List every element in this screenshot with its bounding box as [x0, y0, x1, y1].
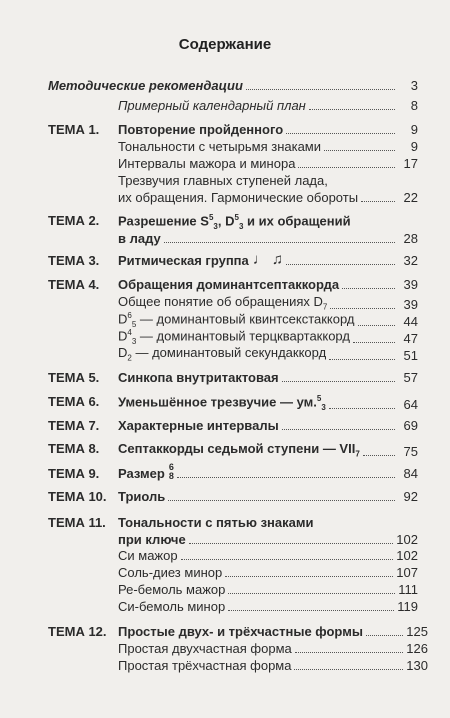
theme-number: ТЕМА 8. — [48, 441, 100, 456]
toc-page-number: 51 — [403, 347, 418, 363]
toc-entry-label: в ладу — [118, 231, 161, 246]
leader-dots — [246, 88, 395, 90]
toc-page-number: 130 — [406, 658, 428, 673]
toc-entry-methodical[interactable] — [48, 78, 418, 93]
toc-entry-label-line1: Разрешение $S^5_3$, $D^5_3$ и их обращений — [118, 213, 351, 231]
toc-page-number: 47 — [403, 330, 418, 346]
toc-entry-theme-8[interactable] — [118, 441, 418, 459]
toc-entry-label: Интервалы мажора и минора — [118, 156, 296, 171]
toc-page-number: 44 — [403, 313, 418, 329]
theme-number: ТЕМА 7. — [48, 418, 100, 433]
toc-entry-label: Синкопа внутритактовая — [118, 370, 279, 385]
toc-entry-label: Примерный календарный план — [118, 98, 306, 113]
leader-dots — [282, 380, 395, 382]
toc-entry-label: при ключе — [118, 532, 186, 547]
toc-page-number: 9 — [410, 139, 418, 154]
toc-page-number: 8 — [410, 98, 418, 113]
toc-entry-label: Триоль — [118, 489, 166, 504]
theme-number: ТЕМА 11. — [48, 515, 106, 530]
leader-dots — [366, 634, 403, 636]
toc-page-number: 39 — [403, 277, 418, 292]
toc-entry-label: Повторение пройденного — [118, 122, 284, 137]
toc-subentry[interactable] — [118, 582, 418, 597]
leader-dots — [282, 428, 395, 430]
toc-entry-label: Тональности с четырьмя знаками — [118, 139, 322, 154]
leader-dots — [309, 108, 395, 110]
toc-entry-theme-1[interactable] — [118, 122, 418, 137]
theme-number: ТЕМА 3. — [48, 253, 100, 268]
toc-entry-label: Размер — [118, 466, 165, 481]
toc-subentry[interactable] — [118, 139, 418, 154]
toc-entry-theme-4[interactable] — [118, 277, 418, 292]
toc-entry-label: Ре-бемоль мажор — [118, 582, 226, 597]
theme-number: ТЕМА 5. — [48, 370, 100, 385]
leader-dots — [286, 263, 395, 265]
page-title: Содержание — [178, 36, 272, 53]
toc-entry-label: их обращения. Гармонические обороты — [118, 190, 359, 205]
toc-entry-label: Си мажор — [118, 548, 178, 563]
toc-entry-theme-11[interactable] — [118, 532, 418, 547]
toc-page-number: 64 — [403, 396, 418, 412]
toc-entry-label: Ритмическая группа — [118, 253, 249, 268]
toc-page-number: 125 — [406, 624, 428, 639]
leader-dots — [329, 407, 395, 409]
toc-page-number: 28 — [403, 231, 418, 246]
leader-dots — [298, 166, 395, 168]
toc-entry-label: Уменьшённое трезвучие — ум.$^5_3$ — [118, 394, 326, 412]
toc-subentry[interactable] — [118, 190, 418, 205]
theme-number: ТЕМА 1. — [48, 122, 100, 137]
toc-page-number: 3 — [410, 78, 418, 93]
leader-dots — [358, 324, 395, 326]
toc-entry-label: $D_2$ — доминантовый секундаккорд — [118, 345, 327, 363]
toc-entry-label: Соль-диез минор — [118, 565, 223, 580]
toc-subentry[interactable] — [118, 294, 418, 312]
toc-page-number: 84 — [403, 466, 418, 481]
leader-dots — [361, 200, 395, 202]
toc-entry-theme-10[interactable] — [118, 489, 418, 504]
leader-dots — [342, 287, 395, 289]
leader-dots — [228, 609, 394, 611]
leader-dots — [189, 542, 394, 544]
toc-entry-theme-3[interactable] — [118, 251, 418, 268]
toc-page-number: 9 — [410, 122, 418, 137]
toc-entry-label: Простая трёхчастная форма — [118, 658, 292, 673]
toc-entry-label: Септаккорды седьмой ступени — $VII_7$ — [118, 441, 360, 459]
theme-number: ТЕМА 12. — [48, 624, 107, 639]
leader-dots — [164, 241, 395, 243]
toc-entry-theme-9[interactable] — [118, 463, 418, 481]
leader-dots — [363, 454, 395, 456]
toc-page-number: 32 — [403, 253, 418, 268]
toc-page-number: 107 — [396, 565, 418, 580]
toc-entry-label: $D^4_3$ — доминантовый терцквартаккорд — [118, 328, 350, 346]
toc-page-number: 75 — [403, 443, 418, 459]
toc-entry-label: Обращения доминантсептаккорда — [118, 277, 340, 292]
toc-entry-theme-7[interactable] — [118, 418, 418, 433]
toc-entry-label: $D^6_5$ — доминантовый квинтсекстаккорд — [118, 311, 355, 329]
leader-dots — [225, 575, 393, 577]
leader-dots — [286, 132, 395, 134]
toc-entry-theme-12[interactable] — [118, 624, 428, 639]
leader-dots — [329, 358, 395, 360]
toc-page-number: 57 — [403, 370, 418, 385]
toc-page-number: 69 — [403, 418, 418, 433]
theme-number: ТЕМА 2. — [48, 213, 100, 228]
leader-dots — [324, 149, 395, 151]
theme-number: ТЕМА 9. — [48, 466, 100, 481]
leader-dots — [177, 476, 395, 478]
toc-entry-calendar[interactable] — [118, 98, 418, 113]
toc-page-number: 126 — [406, 641, 428, 656]
theme-number: ТЕМА 10. — [48, 489, 107, 504]
leader-dots — [168, 499, 395, 501]
toc-subentry-line1: Трезвучия главных ступеней лада, — [118, 173, 328, 188]
toc-page-number: 17 — [403, 156, 418, 171]
toc-page-number: 22 — [403, 190, 418, 205]
toc-entry-label: Простые двух- и трёхчастные формы — [118, 624, 363, 639]
theme-number: ТЕМА 4. — [48, 277, 100, 292]
toc-page-number: 92 — [403, 489, 418, 504]
leader-dots — [181, 558, 394, 560]
toc-entry-label: Си-бемоль минор — [118, 599, 226, 614]
toc-entry-label-line1: Тональности с пятью знаками — [118, 515, 314, 530]
toc-entry-theme-2[interactable] — [118, 231, 418, 246]
toc-page-number: 39 — [403, 296, 418, 312]
toc-subentry[interactable] — [118, 311, 418, 329]
leader-dots — [294, 668, 403, 670]
leader-dots — [228, 592, 395, 594]
toc-entry-label: Общее понятие об обращениях $D_7$ — [118, 294, 328, 312]
toc-subentry[interactable] — [118, 565, 418, 580]
music-note-icon: ♩ ♫ — [252, 251, 284, 268]
toc-page-number: 102 — [396, 548, 418, 563]
toc-subentry[interactable] — [118, 328, 418, 346]
toc-entry-label: Простая двухчастная форма — [118, 641, 292, 656]
toc-entry-theme-5[interactable] — [118, 370, 418, 385]
leader-dots — [295, 651, 404, 653]
toc-page-number: 111 — [398, 582, 418, 597]
toc-entry-theme-6[interactable] — [118, 394, 418, 412]
toc-subentry[interactable] — [118, 641, 428, 656]
time-signature: 6 8 — [168, 462, 174, 481]
toc-subentry[interactable] — [118, 345, 418, 363]
toc-subentry[interactable] — [118, 548, 418, 563]
toc-page-number: 102 — [396, 532, 418, 547]
toc-subentry[interactable] — [118, 156, 418, 171]
theme-number: ТЕМА 6. — [48, 394, 100, 409]
toc-subentry[interactable] — [118, 658, 428, 673]
toc-page-number: 119 — [397, 599, 418, 614]
toc-entry-label: Методические рекомендации — [48, 78, 243, 93]
leader-dots — [353, 341, 395, 343]
toc-subentry[interactable] — [118, 599, 418, 614]
toc-entry-label: Характерные интервалы — [118, 418, 279, 433]
leader-dots — [330, 307, 395, 309]
